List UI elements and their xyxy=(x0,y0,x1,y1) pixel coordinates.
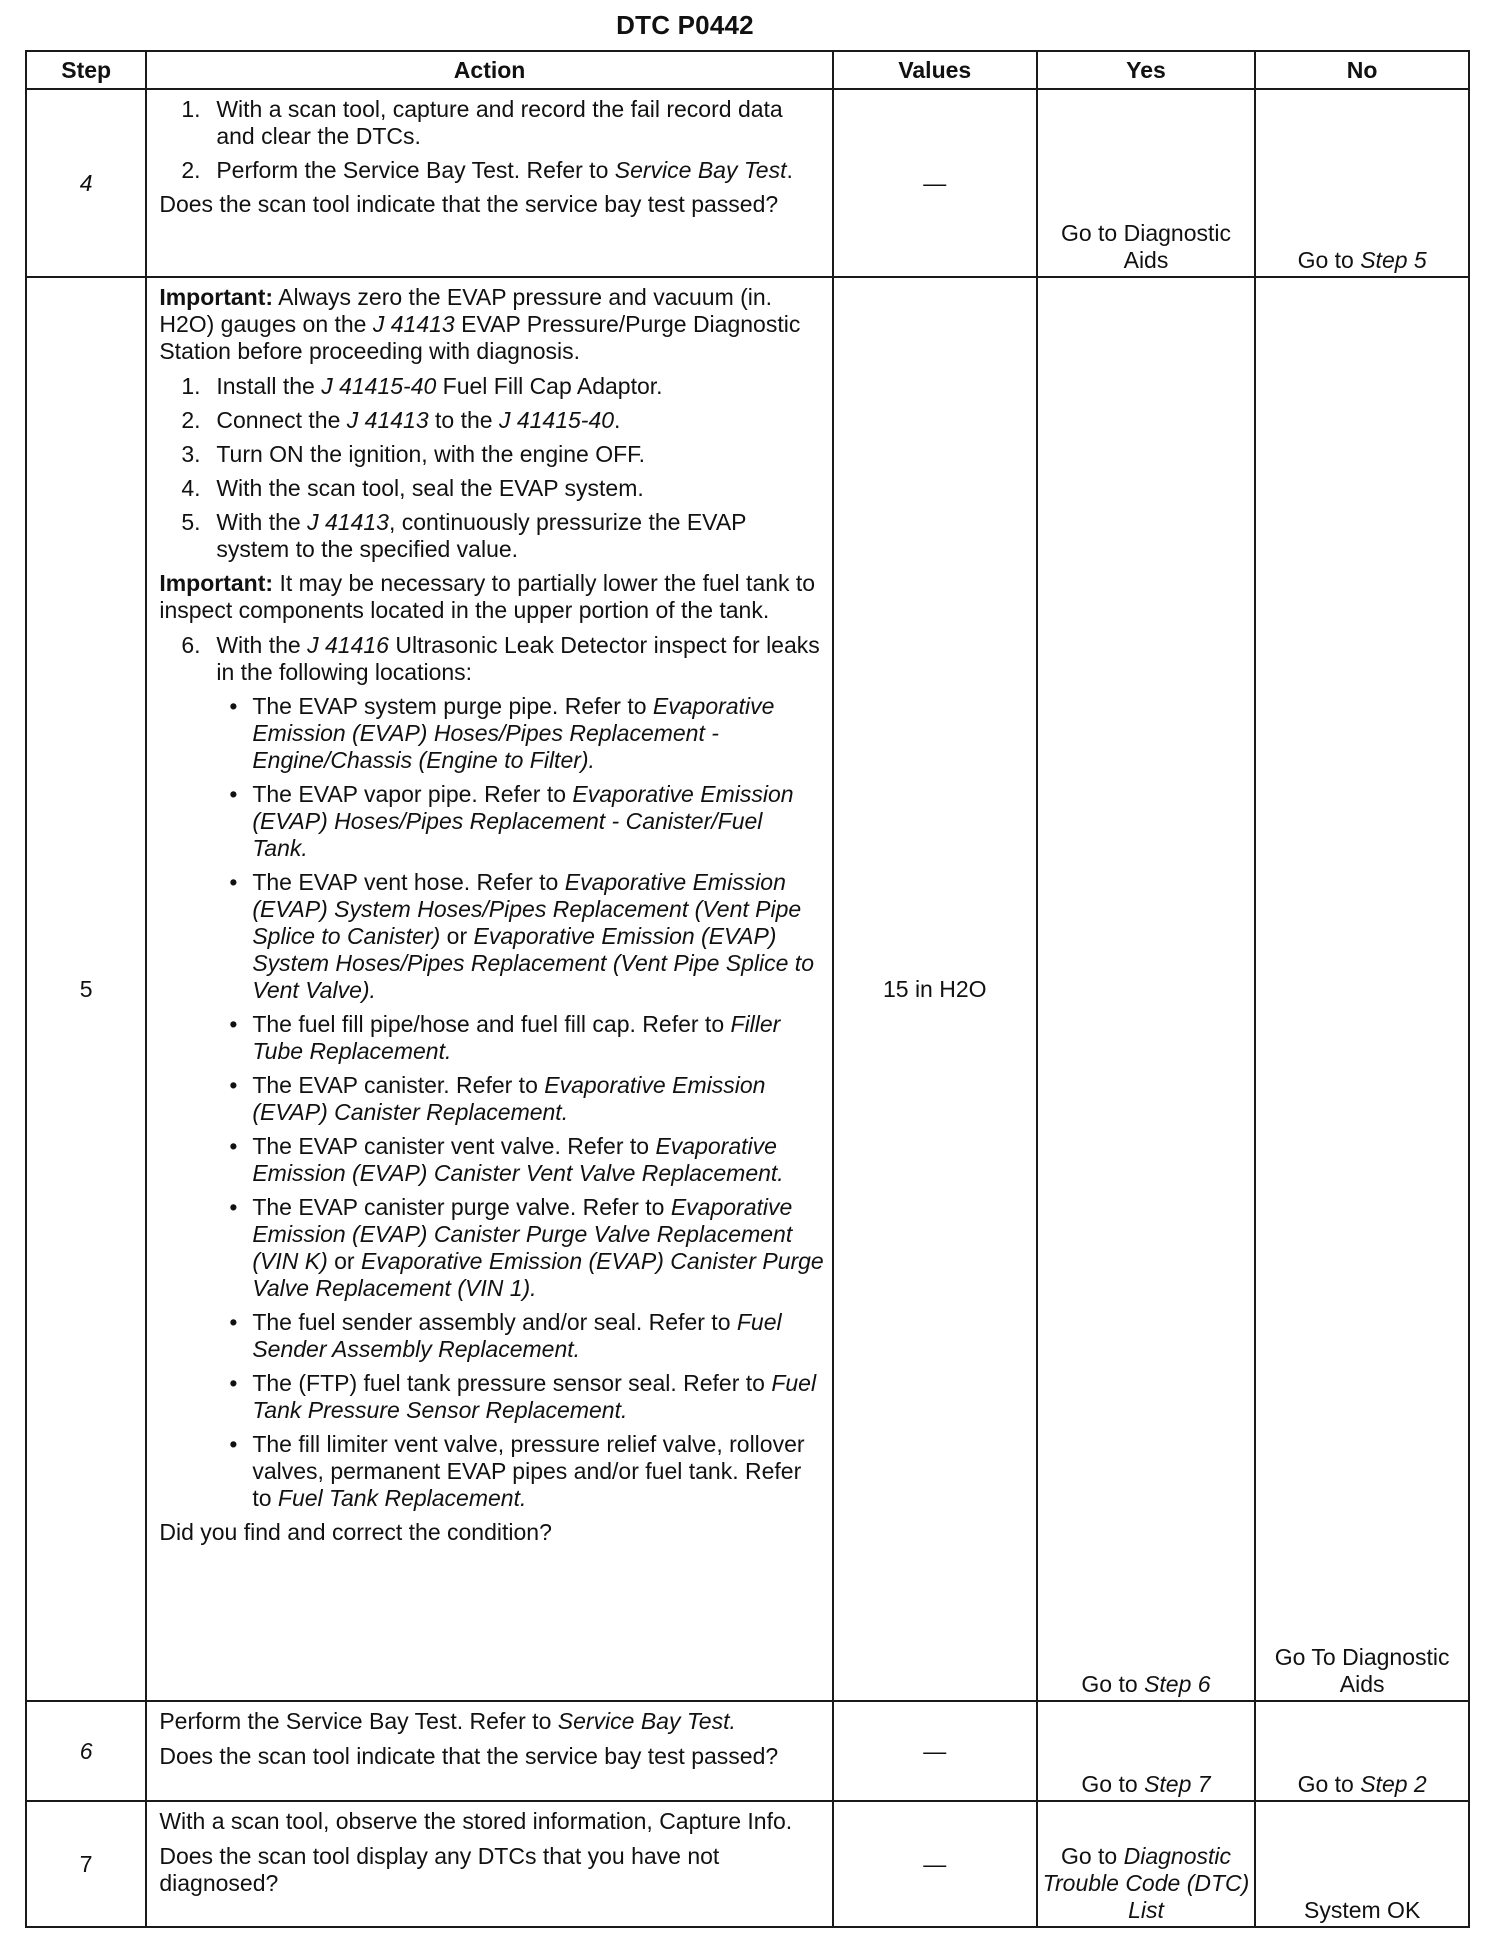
action-cell xyxy=(146,277,832,1701)
no-cell: Go To Diagnostic Aids xyxy=(1255,277,1469,1701)
values-cell: — xyxy=(833,1701,1037,1801)
yes-cell: Go to Step 7 xyxy=(1037,1701,1256,1801)
important-note: Important: Always zero the EVAP pressure and vacuum (in. H2O) gauges on the J 41413 EVAP Pressure/Purge Diagnostic Station before proceeding with diagnosis. xyxy=(159,284,801,364)
bullet-item: • The EVAP system purge pipe. Refer to Evaporative Emission (EVAP) Hoses/Pipes Replacement - Engine/Chassis (Engine to Filter). xyxy=(229,693,775,773)
action-text: Perform the Service Bay Test. Refer to Service Bay Test. xyxy=(159,1708,736,1734)
action-text: With a scan tool, observe the stored information, Capture Info. xyxy=(159,1808,793,1834)
values-cell: 15 in H2O xyxy=(833,277,1037,1701)
bullet-item: • The EVAP canister purge valve. Refer to Evaporative Emission (EVAP) Canister Purge Valve Replacement (VIN K) or Evaporative Emission (EVAP) Canister Purge Valve Replacement (VIN 1). xyxy=(229,1194,824,1301)
page-title: DTC P0442 xyxy=(616,10,754,40)
yes-cell: Go to Step 6 xyxy=(1037,277,1256,1701)
bullet-item: • The EVAP vapor pipe. Refer to Evaporative Emission (EVAP) Hoses/Pipes Replacement - Canister/Fuel Tank. xyxy=(229,781,794,861)
step-number: 7 xyxy=(26,1801,146,1927)
header-action: Action xyxy=(146,51,832,89)
numbered-item: 2. Connect the J 41413 to the J 41415-40. xyxy=(181,407,621,433)
table-row-step-6 xyxy=(26,1701,1469,1801)
step-number: 4 xyxy=(26,89,146,277)
action-cell xyxy=(146,1801,832,1927)
bullet-item: • The EVAP canister. Refer to Evaporative Emission (EVAP) Canister Replacement. xyxy=(229,1072,766,1125)
yes-cell: Go to Diagnostic Aids xyxy=(1037,89,1256,277)
bullet-item: • The (FTP) fuel tank pressure sensor seal. Refer to Fuel Tank Pressure Sensor Replacement. xyxy=(229,1370,817,1423)
table-row-step-4 xyxy=(26,89,1469,277)
numbered-item: 6. With the J 41416 Ultrasonic Leak Detector inspect for leaks in the following locations: xyxy=(181,632,820,685)
question-text: Does the scan tool indicate that the service bay test passed? xyxy=(159,1743,779,1769)
step-number: 6 xyxy=(26,1701,146,1801)
bullet-item: • The EVAP canister vent valve. Refer to Evaporative Emission (EVAP) Canister Vent Valve Replacement. xyxy=(229,1133,784,1186)
bullet-item: • The fill limiter vent valve, pressure relief valve, rollover valves, permanent EVAP pipes and/or fuel tank. Refer to Fuel Tank Replacement. xyxy=(229,1431,805,1511)
table-row-step-7 xyxy=(26,1801,1469,1927)
step-number: 5 xyxy=(26,277,146,1701)
values-cell: — xyxy=(833,1801,1037,1927)
no-cell: System OK xyxy=(1255,1801,1469,1927)
header-step: Step xyxy=(26,51,146,89)
numbered-item: 1. With a scan tool, capture and record the fail record data and clear the DTCs. xyxy=(181,96,783,149)
header-no: No xyxy=(1255,51,1469,89)
table-row-step-5 xyxy=(26,277,1469,1701)
numbered-item: 5. With the J 41413, continuously pressurize the EVAP system to the specified value. xyxy=(181,509,747,562)
bullet-item: • The fuel fill pipe/hose and fuel fill cap. Refer to Filler Tube Replacement. xyxy=(229,1011,781,1064)
dtc-table xyxy=(25,50,1470,1928)
values-cell: — xyxy=(833,89,1037,277)
header-values: Values xyxy=(833,51,1037,89)
question-text: Did you find and correct the condition? xyxy=(159,1519,552,1545)
yes-cell: Go to Diagnostic Trouble Code (DTC) List xyxy=(1037,1801,1256,1927)
header-row xyxy=(26,51,1469,89)
important-note: Important: It may be necessary to partially lower the fuel tank to inspect components located in the upper portion of the tank. xyxy=(159,570,816,623)
numbered-item: 4. With the scan tool, seal the EVAP system. xyxy=(181,475,644,501)
numbered-item: 3. Turn ON the ignition, with the engine OFF. xyxy=(181,441,646,467)
numbered-item: 2. Perform the Service Bay Test. Refer to Service Bay Test. xyxy=(181,157,793,183)
header-yes: Yes xyxy=(1037,51,1256,89)
no-cell: Go to Step 5 xyxy=(1255,89,1469,277)
bullet-item: • The fuel sender assembly and/or seal. Refer to Fuel Sender Assembly Replacement. xyxy=(229,1309,782,1362)
numbered-item: 1. Install the J 41415-40 Fuel Fill Cap Adaptor. xyxy=(181,373,663,399)
question-text: Does the scan tool display any DTCs that you have not diagnosed? xyxy=(159,1843,720,1896)
bullet-item: • The EVAP vent hose. Refer to Evaporative Emission (EVAP) System Hoses/Pipes Replacement (Vent Pipe Splice to Canister) or Evaporative Emission (EVAP) System Hoses/Pipes Replacement (Vent Pipe Splice to Vent Valve). xyxy=(229,869,814,1003)
no-cell: Go to Step 2 xyxy=(1255,1701,1469,1801)
action-cell xyxy=(146,1701,832,1801)
action-cell xyxy=(146,89,832,277)
question-text: Does the scan tool indicate that the service bay test passed? xyxy=(159,191,779,217)
